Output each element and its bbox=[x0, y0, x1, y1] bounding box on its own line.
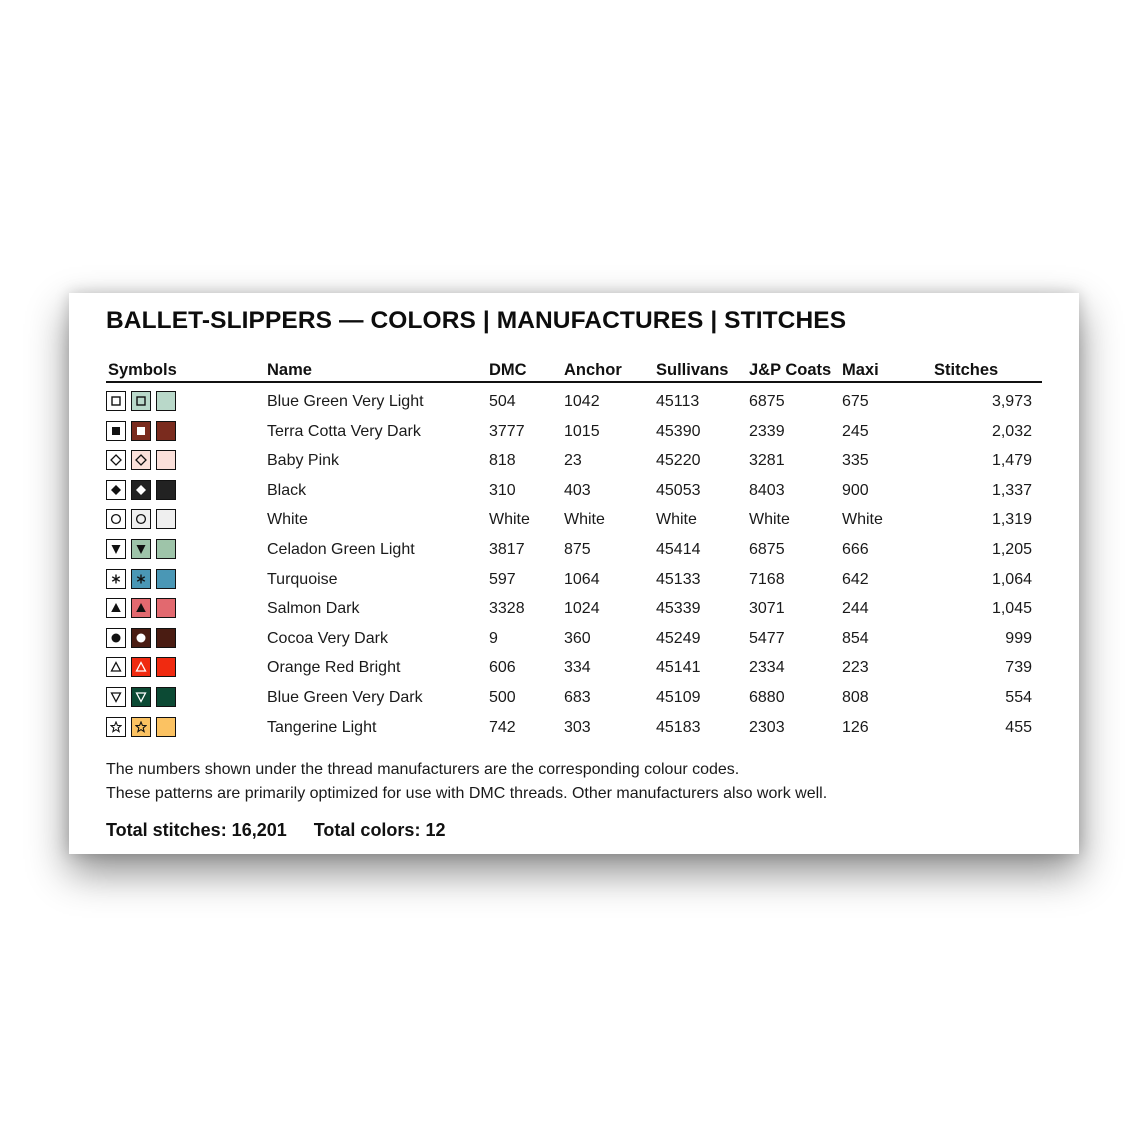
row-jp-coats-code: 7168 bbox=[749, 570, 785, 588]
header-stitches: Stitches bbox=[934, 361, 999, 379]
row-jp-coats-code: 2334 bbox=[749, 659, 785, 677]
triangle-down-outline-icon bbox=[106, 687, 126, 707]
circle-outline-icon bbox=[106, 509, 126, 529]
triangle-up-filled-on-color-icon bbox=[131, 598, 151, 618]
table-row bbox=[106, 684, 1042, 714]
row-anchor-code: 334 bbox=[564, 659, 591, 677]
row-stitches: 1,064 bbox=[991, 570, 1032, 588]
row-anchor-code: 875 bbox=[564, 540, 591, 558]
table-row bbox=[106, 388, 1042, 418]
row-sullivans-code: 45053 bbox=[656, 481, 701, 499]
page-title: BALLET-SLIPPERS — COLORS | MANUFACTURES | STITCHES bbox=[106, 307, 847, 334]
star-outline-on-color-icon bbox=[131, 717, 151, 737]
row-anchor-code: 23 bbox=[564, 452, 582, 470]
row-stitches: 554 bbox=[1005, 688, 1032, 706]
header-symbols: Symbols bbox=[108, 361, 177, 379]
row-symbols bbox=[106, 480, 186, 502]
square-outline-on-color-icon bbox=[131, 391, 151, 411]
color-swatch bbox=[156, 450, 176, 470]
totals bbox=[106, 820, 445, 841]
triangle-down-filled-icon bbox=[106, 539, 126, 559]
row-sullivans-code: 45183 bbox=[656, 718, 701, 736]
row-symbols bbox=[106, 391, 186, 413]
table-header bbox=[106, 359, 1042, 383]
row-name: Blue Green Very Dark bbox=[267, 688, 423, 706]
row-anchor-code: 1064 bbox=[564, 570, 600, 588]
row-anchor-code: 1042 bbox=[564, 393, 600, 410]
row-name: Baby Pink bbox=[267, 452, 340, 470]
row-symbols bbox=[106, 657, 186, 679]
table-row bbox=[106, 447, 1042, 477]
diamond-filled-icon bbox=[106, 480, 126, 500]
row-sullivans-code: 45414 bbox=[656, 540, 701, 558]
header-sullivans: Sullivans bbox=[656, 361, 729, 379]
row-stitches: 2,032 bbox=[991, 422, 1032, 440]
row-name: Turquoise bbox=[267, 570, 338, 588]
row-name: Terra Cotta Very Dark bbox=[267, 422, 421, 440]
row-name: Orange Red Bright bbox=[267, 659, 401, 677]
color-swatch bbox=[156, 391, 176, 411]
row-dmc-code: 3328 bbox=[489, 600, 525, 618]
row-sullivans-code: 45109 bbox=[656, 688, 701, 706]
row-maxi-code: 126 bbox=[842, 718, 869, 736]
row-name: Tangerine Light bbox=[267, 718, 377, 736]
row-symbols bbox=[106, 717, 186, 739]
row-anchor-code: 303 bbox=[564, 718, 591, 736]
row-anchor-code: 1015 bbox=[564, 422, 600, 440]
row-anchor-code: White bbox=[564, 511, 605, 529]
triangle-down-filled-on-color-icon bbox=[131, 539, 151, 559]
row-anchor-code: 683 bbox=[564, 688, 591, 706]
triangle-down-outline-on-color-icon bbox=[131, 687, 151, 707]
table-row bbox=[106, 536, 1042, 566]
row-sullivans-code: 45339 bbox=[656, 600, 701, 618]
row-maxi-code: 666 bbox=[842, 540, 869, 558]
row-sullivans-code: 45141 bbox=[656, 659, 701, 677]
total-stitches: Total stitches: 16,201 bbox=[106, 820, 287, 840]
row-maxi-code: 808 bbox=[842, 688, 869, 706]
color-chart-card bbox=[69, 293, 1079, 854]
table-row bbox=[106, 714, 1042, 744]
row-symbols bbox=[106, 421, 186, 443]
row-jp-coats-code: 2303 bbox=[749, 718, 785, 736]
row-stitches: 1,045 bbox=[991, 600, 1032, 618]
note-line-2: These patterns are primarily optimized for use with DMC threads. Other manufacturers also work well. bbox=[106, 785, 828, 802]
row-dmc-code: 818 bbox=[489, 452, 516, 470]
row-sullivans-code: 45390 bbox=[656, 422, 701, 440]
color-swatch bbox=[156, 569, 176, 589]
row-jp-coats-code: White bbox=[749, 511, 790, 529]
color-swatch bbox=[156, 717, 176, 737]
row-jp-coats-code: 6880 bbox=[749, 688, 785, 706]
row-maxi-code: 675 bbox=[842, 393, 869, 410]
color-swatch bbox=[156, 628, 176, 648]
row-stitches: 1,337 bbox=[991, 481, 1032, 499]
row-symbols bbox=[106, 687, 186, 709]
row-jp-coats-code: 6875 bbox=[749, 540, 785, 558]
row-jp-coats-code: 3281 bbox=[749, 452, 785, 470]
asterisk-on-color-icon bbox=[131, 569, 151, 589]
header-maxi: Maxi bbox=[842, 361, 879, 379]
row-sullivans-code: White bbox=[656, 511, 697, 529]
row-stitches: 999 bbox=[1005, 629, 1032, 647]
table-row bbox=[106, 595, 1042, 625]
row-stitches: 1,479 bbox=[991, 452, 1032, 470]
header-dmc: DMC bbox=[489, 361, 527, 379]
row-dmc-code: White bbox=[489, 511, 530, 529]
square-outline-icon bbox=[106, 391, 126, 411]
row-dmc-code: 504 bbox=[489, 393, 516, 410]
header-anchor: Anchor bbox=[564, 361, 622, 379]
table-row bbox=[106, 625, 1042, 655]
row-stitches: 1,205 bbox=[991, 540, 1032, 558]
diamond-filled-on-color-icon bbox=[131, 480, 151, 500]
row-dmc-code: 9 bbox=[489, 629, 498, 647]
row-anchor-code: 403 bbox=[564, 481, 591, 499]
row-jp-coats-code: 8403 bbox=[749, 481, 785, 499]
table-row bbox=[106, 477, 1042, 507]
row-maxi-code: White bbox=[842, 511, 883, 529]
triangle-up-outline-icon bbox=[106, 657, 126, 677]
asterisk-icon bbox=[106, 569, 126, 589]
row-symbols bbox=[106, 539, 186, 561]
row-maxi-code: 900 bbox=[842, 481, 869, 499]
row-symbols bbox=[106, 569, 186, 591]
row-name: Salmon Dark bbox=[267, 600, 360, 618]
row-jp-coats-code: 5477 bbox=[749, 629, 785, 647]
row-dmc-code: 500 bbox=[489, 688, 516, 706]
row-jp-coats-code: 6875 bbox=[749, 393, 785, 410]
row-name: Cocoa Very Dark bbox=[267, 629, 388, 647]
row-maxi-code: 245 bbox=[842, 422, 869, 440]
color-swatch bbox=[156, 539, 176, 559]
circle-outline-on-color-icon bbox=[131, 509, 151, 529]
color-swatch bbox=[156, 509, 176, 529]
row-sullivans-code: 45113 bbox=[656, 393, 700, 410]
star-outline-icon bbox=[106, 717, 126, 737]
diamond-outline-icon bbox=[106, 450, 126, 470]
color-swatch bbox=[156, 657, 176, 677]
row-maxi-code: 335 bbox=[842, 452, 869, 470]
color-swatch bbox=[156, 480, 176, 500]
square-filled-on-color-icon bbox=[131, 421, 151, 441]
row-maxi-code: 854 bbox=[842, 629, 869, 647]
row-maxi-code: 223 bbox=[842, 659, 869, 677]
color-swatch bbox=[156, 687, 176, 707]
row-symbols bbox=[106, 509, 186, 531]
note-line-1: The numbers shown under the thread manufacturers are the corresponding colour codes. bbox=[106, 761, 740, 778]
row-anchor-code: 1024 bbox=[564, 600, 600, 618]
row-name: White bbox=[267, 511, 308, 529]
row-maxi-code: 244 bbox=[842, 600, 869, 618]
table-row bbox=[106, 654, 1042, 684]
row-sullivans-code: 45133 bbox=[656, 570, 701, 588]
row-dmc-code: 597 bbox=[489, 570, 516, 588]
diamond-outline-on-color-icon bbox=[131, 450, 151, 470]
square-filled-icon bbox=[106, 421, 126, 441]
table-row bbox=[106, 566, 1042, 596]
header-name: Name bbox=[267, 361, 312, 379]
row-maxi-code: 642 bbox=[842, 570, 869, 588]
row-jp-coats-code: 2339 bbox=[749, 422, 785, 440]
row-jp-coats-code: 3071 bbox=[749, 600, 785, 618]
row-symbols bbox=[106, 628, 186, 650]
circle-filled-on-color-icon bbox=[131, 628, 151, 648]
row-name: Blue Green Very Light bbox=[267, 393, 424, 410]
row-stitches: 1,319 bbox=[991, 511, 1032, 529]
total-colors: Total colors: 12 bbox=[313, 820, 446, 840]
header-jp-coats: J&P Coats bbox=[749, 361, 832, 379]
table-body bbox=[106, 388, 1042, 743]
row-stitches: 3,973 bbox=[991, 393, 1032, 410]
row-dmc-code: 742 bbox=[489, 718, 516, 736]
row-symbols bbox=[106, 598, 186, 620]
row-dmc-code: 3817 bbox=[489, 540, 525, 558]
row-stitches: 455 bbox=[1005, 718, 1032, 736]
row-dmc-code: 3777 bbox=[489, 422, 525, 440]
table-row bbox=[106, 418, 1042, 448]
row-dmc-code: 606 bbox=[489, 659, 516, 677]
row-stitches: 739 bbox=[1005, 659, 1032, 677]
row-name: Black bbox=[267, 481, 307, 499]
row-dmc-code: 310 bbox=[489, 481, 516, 499]
color-swatch bbox=[156, 598, 176, 618]
table-row bbox=[106, 506, 1042, 536]
color-swatch bbox=[156, 421, 176, 441]
row-anchor-code: 360 bbox=[564, 629, 591, 647]
circle-filled-icon bbox=[106, 628, 126, 648]
row-sullivans-code: 45249 bbox=[656, 629, 701, 647]
row-name: Celadon Green Light bbox=[267, 540, 415, 558]
triangle-up-filled-icon bbox=[106, 598, 126, 618]
row-symbols bbox=[106, 450, 186, 472]
row-sullivans-code: 45220 bbox=[656, 452, 701, 470]
triangle-up-outline-on-color-icon bbox=[131, 657, 151, 677]
